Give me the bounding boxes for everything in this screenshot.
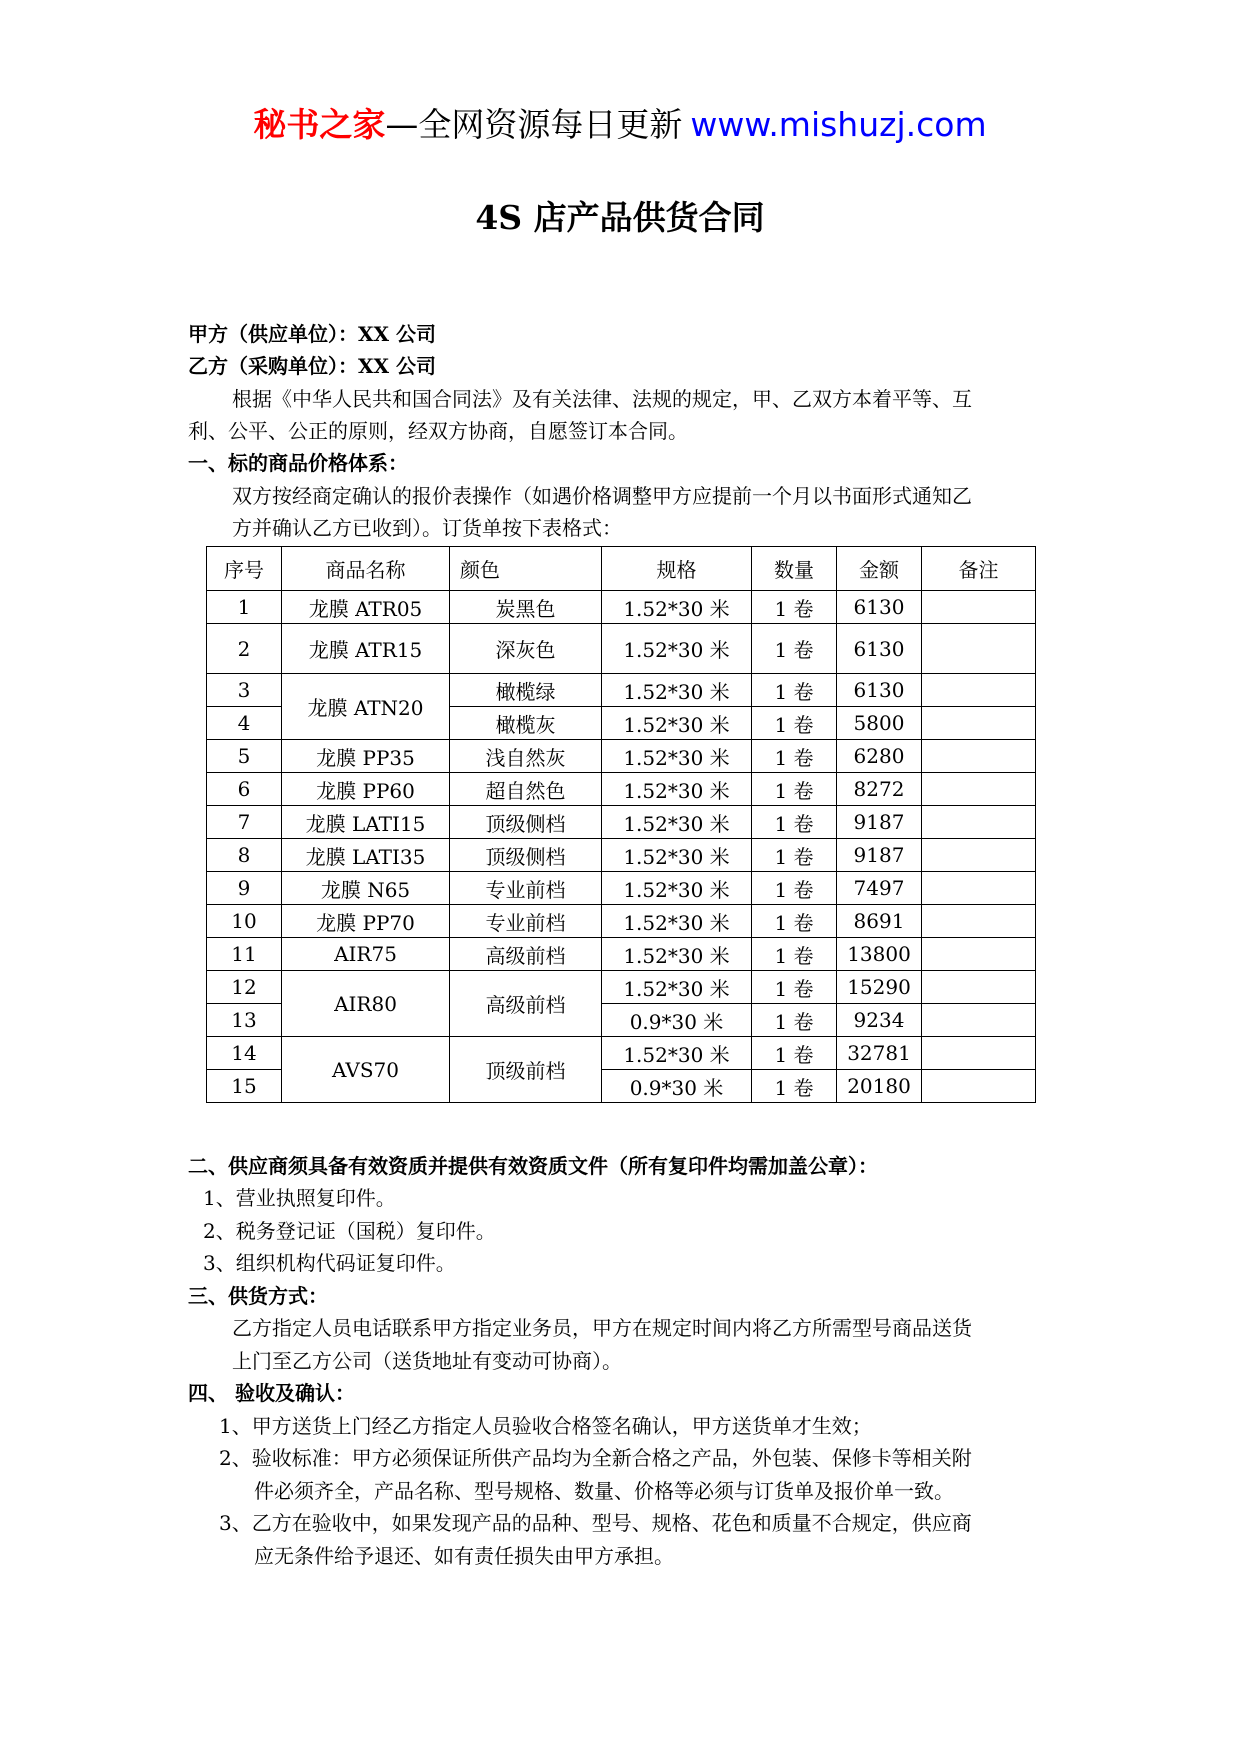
section-4-item-2-line-1: 2、验收标准：甲方必须保证所供产品均为全新合格之产品，外包装、保修卡等相关附: [219, 1446, 972, 1470]
cell-spec: 1.52*30 米: [602, 707, 752, 740]
cell-color: 浅自然灰: [450, 740, 602, 773]
cell-amount: 7497: [837, 872, 922, 905]
cell-remark: [922, 740, 1036, 773]
cell-qty: 1 卷: [752, 773, 837, 806]
order-table: [206, 546, 1036, 1103]
cell-spec: 1.52*30 米: [602, 872, 752, 905]
cell-remark: [922, 624, 1036, 674]
table-row: [207, 839, 1036, 872]
section-1-heading: 一、标的商品价格体系：: [188, 451, 408, 475]
section-4-item-3-line-2: 应无条件给予退还、如有责任损失由甲方承担。: [254, 1544, 674, 1568]
table-row: [207, 624, 1036, 674]
cell-remark: [922, 905, 1036, 938]
cell-qty: 1 卷: [752, 938, 837, 971]
cell-amount: 9187: [837, 839, 922, 872]
cell-color: 高级前档: [450, 971, 602, 1037]
section-3-heading: 三、供货方式：: [188, 1284, 328, 1308]
cell-remark: [922, 938, 1036, 971]
cell-qty: 1 卷: [752, 905, 837, 938]
cell-qty: 1 卷: [752, 624, 837, 674]
cell-remark: [922, 591, 1036, 624]
cell-no: 3: [207, 674, 282, 707]
section-4-item-1: 1、甲方送货上门经乙方指定人员验收合格签名确认，甲方送货单才生效；: [219, 1414, 872, 1438]
cell-no: 1: [207, 591, 282, 624]
cell-spec: 1.52*30 米: [602, 674, 752, 707]
cell-amount: 8691: [837, 905, 922, 938]
cell-spec: 1.52*30 米: [602, 624, 752, 674]
cell-qty: 1 卷: [752, 740, 837, 773]
table-row: [207, 806, 1036, 839]
cell-amount: 13800: [837, 938, 922, 971]
table-row: [207, 905, 1036, 938]
document-title: 4S 店产品供货合同: [475, 198, 765, 237]
cell-color: 顶级侧档: [450, 806, 602, 839]
cell-no: 7: [207, 806, 282, 839]
cell-amount: 6130: [837, 591, 922, 624]
cell-qty: 1 卷: [752, 1037, 837, 1070]
cell-no: 12: [207, 971, 282, 1004]
table-row: [207, 872, 1036, 905]
intro-line-1: 根据《中华人民共和国合同法》及有关法律、法规的规定，甲、乙双方本着平等、互: [232, 387, 972, 411]
cell-amount: 20180: [837, 1070, 922, 1103]
cell-color: 炭黑色: [450, 591, 602, 624]
header-qty: 数量: [752, 547, 837, 591]
party-b: 乙方（采购单位）：XX 公司: [188, 354, 436, 378]
cell-amount: 9234: [837, 1004, 922, 1037]
cell-spec: 0.9*30 米: [602, 1070, 752, 1103]
cell-no: 4: [207, 707, 282, 740]
table-row: [207, 1037, 1036, 1070]
cell-no: 11: [207, 938, 282, 971]
cell-no: 13: [207, 1004, 282, 1037]
cell-no: 9: [207, 872, 282, 905]
section-3-line-2: 上门至乙方公司（送货地址有变动可协商）。: [232, 1349, 622, 1373]
cell-qty: 1 卷: [752, 806, 837, 839]
cell-amount: 8272: [837, 773, 922, 806]
section-2-item-3: 3、组织机构代码证复印件。: [203, 1251, 456, 1275]
cell-amount: 32781: [837, 1037, 922, 1070]
cell-amount: 6280: [837, 740, 922, 773]
cell-spec: 1.52*30 米: [602, 591, 752, 624]
section-1-line-2: 方并确认乙方已收到）。订货单按下表格式：: [232, 516, 622, 540]
cell-amount: 6130: [837, 674, 922, 707]
section-3-line-1: 乙方指定人员电话联系甲方指定业务员，甲方在规定时间内将乙方所需型号商品送货: [232, 1316, 972, 1340]
table-row: [207, 971, 1036, 1004]
cell-qty: 1 卷: [752, 872, 837, 905]
section-1-line-1: 双方按经商定确认的报价表操作（如遇价格调整甲方应提前一个月以书面形式通知乙: [232, 484, 972, 508]
cell-remark: [922, 707, 1036, 740]
cell-no: 15: [207, 1070, 282, 1103]
table-row: [207, 773, 1036, 806]
cell-remark: [922, 971, 1036, 1004]
section-2-item-2: 2、税务登记证（国税）复印件。: [203, 1219, 496, 1243]
section-4-item-2-line-2: 件必须齐全，产品名称、型号规格、数量、价格等必须与订货单及报价单一致。: [254, 1479, 954, 1503]
banner-tagline: 全网资源每日更新: [418, 105, 683, 144]
cell-remark: [922, 839, 1036, 872]
header-spec: 规格: [602, 547, 752, 591]
cell-amount: 15290: [837, 971, 922, 1004]
cell-name: 龙膜 ATR05: [282, 591, 450, 624]
cell-name: 龙膜 PP60: [282, 773, 450, 806]
cell-spec: 1.52*30 米: [602, 806, 752, 839]
cell-spec: 1.52*30 米: [602, 839, 752, 872]
cell-name: AIR75: [282, 938, 450, 971]
cell-qty: 1 卷: [752, 971, 837, 1004]
cell-spec: 0.9*30 米: [602, 1004, 752, 1037]
cell-no: 2: [207, 624, 282, 674]
cell-color: 超自然色: [450, 773, 602, 806]
cell-color: 橄榄绿: [450, 674, 602, 707]
cell-color: 高级前档: [450, 938, 602, 971]
cell-remark: [922, 1070, 1036, 1103]
cell-amount: 9187: [837, 806, 922, 839]
cell-name: 龙膜 PP70: [282, 905, 450, 938]
cell-name: 龙膜 LATI35: [282, 839, 450, 872]
cell-amount: 5800: [837, 707, 922, 740]
cell-spec: 1.52*30 米: [602, 971, 752, 1004]
cell-qty: 1 卷: [752, 591, 837, 624]
header-remark: 备注: [922, 547, 1036, 591]
banner-dash: —: [385, 105, 419, 144]
cell-name: 龙膜 LATI15: [282, 806, 450, 839]
table-header-row: [207, 547, 1036, 591]
section-2-heading: 二、供应商须具备有效资质并提供有效资质文件（所有复印件均需加盖公章）：: [188, 1154, 878, 1178]
cell-color: 专业前档: [450, 905, 602, 938]
cell-name: 龙膜 ATR15: [282, 624, 450, 674]
table-row: [207, 591, 1036, 624]
header-color: 颜色: [450, 547, 602, 591]
section-4-item-3-line-1: 3、乙方在验收中，如果发现产品的品种、型号、规格、花色和质量不合规定，供应商: [219, 1511, 972, 1535]
header-no: 序号: [207, 547, 282, 591]
cell-remark: [922, 773, 1036, 806]
party-a: 甲方（供应单位）：XX 公司: [188, 322, 436, 346]
cell-amount: 6130: [837, 624, 922, 674]
cell-name: 龙膜 N65: [282, 872, 450, 905]
cell-qty: 1 卷: [752, 1004, 837, 1037]
cell-spec: 1.52*30 米: [602, 938, 752, 971]
cell-qty: 1 卷: [752, 839, 837, 872]
cell-qty: 1 卷: [752, 1070, 837, 1103]
cell-no: 10: [207, 905, 282, 938]
section-4-heading: 四、 验收及确认：: [188, 1381, 355, 1405]
cell-color: 专业前档: [450, 872, 602, 905]
cell-qty: 1 卷: [752, 707, 837, 740]
cell-no: 8: [207, 839, 282, 872]
cell-name: 龙膜 ATN20: [282, 674, 450, 740]
header-amount: 金额: [837, 547, 922, 591]
header-name: 商品名称: [282, 547, 450, 591]
cell-remark: [922, 806, 1036, 839]
section-2-item-1: 1、营业执照复印件。: [203, 1186, 396, 1210]
cell-spec: 1.52*30 米: [602, 740, 752, 773]
cell-remark: [922, 1004, 1036, 1037]
cell-remark: [922, 872, 1036, 905]
cell-spec: 1.52*30 米: [602, 773, 752, 806]
cell-color: 顶级前档: [450, 1037, 602, 1103]
cell-spec: 1.52*30 米: [602, 1037, 752, 1070]
banner-brand: 秘书之家: [253, 105, 386, 144]
cell-remark: [922, 1037, 1036, 1070]
table-row: [207, 674, 1036, 707]
cell-name: 龙膜 PP35: [282, 740, 450, 773]
cell-color: 橄榄灰: [450, 707, 602, 740]
cell-spec: 1.52*30 米: [602, 905, 752, 938]
cell-color: 深灰色: [450, 624, 602, 674]
cell-no: 5: [207, 740, 282, 773]
banner-url-link[interactable]: www.mishuzj.com: [690, 105, 987, 144]
cell-no: 6: [207, 773, 282, 806]
cell-remark: [922, 674, 1036, 707]
table-row: [207, 740, 1036, 773]
cell-name: AIR80: [282, 971, 450, 1037]
cell-color: 顶级侧档: [450, 839, 602, 872]
cell-name: AVS70: [282, 1037, 450, 1103]
intro-line-2: 利、公平、公正的原则，经双方协商，自愿签订本合同。: [188, 419, 688, 443]
cell-qty: 1 卷: [752, 674, 837, 707]
cell-no: 14: [207, 1037, 282, 1070]
table-row: [207, 938, 1036, 971]
site-banner: [0, 100, 1240, 150]
